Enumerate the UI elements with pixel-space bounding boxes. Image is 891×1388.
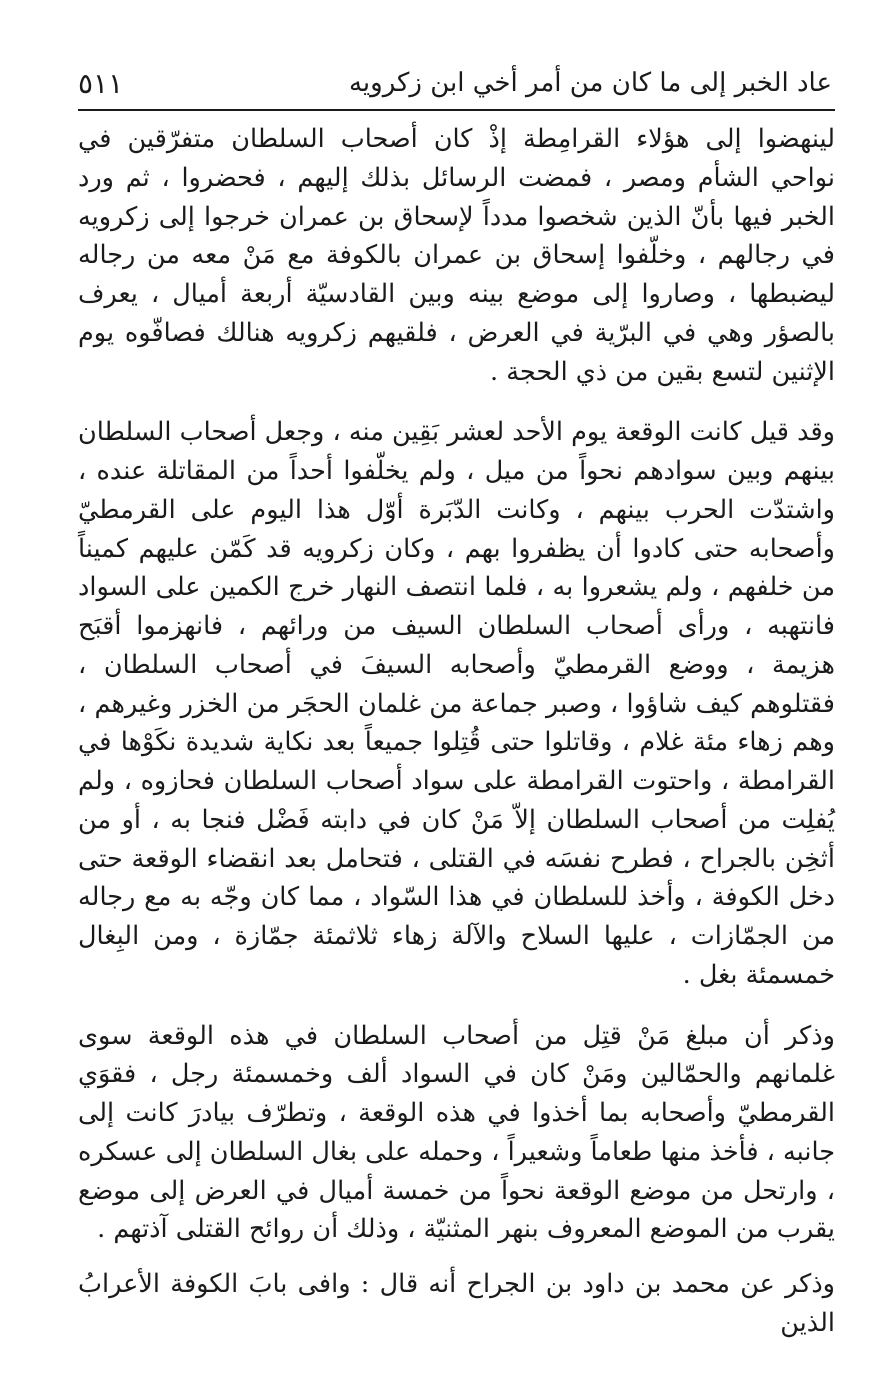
- paragraph-3: وذكر أن مبلغ مَنْ قتِل من أصحاب السلطان في هذه الوقعة سوى غلمانهم والحمّالين ومَنْ كان في السواد ألف وخمسمئة رجل ، فقوَي القرمطيّ وأصحابه بما أخذوا في هذه الوقعة ، وتطرّف بيادرَ كانت إلى جانبه ، فأخذ منها طعاماً وشعيراً ، وحمله على بغال السلطان إلى عسكره ، وارتحل من موضع الوقعة نحواً من خمسة أميال في العرض إلى موضع يقرب من الموضع المعروف بنهر المثنيّة ، وذلك أن روائح القتلى آذتهم .: [78, 1020, 835, 1245]
- header-divider: [78, 109, 835, 111]
- chapter-title: عاد الخبر إلى ما كان من أمر أخي ابن زكرويه: [348, 68, 832, 98]
- page-number: ٥١١: [78, 66, 124, 100]
- paragraph-4: وذكر عن محمد بن داود بن الجراح أنه قال : وافى بابَ الكوفة الأعرابُ الذين: [78, 1269, 835, 1338]
- paragraph-2: وقد قيل كانت الوقعة يوم الأحد لعشر بَقِين منه ، وجعل أصحاب السلطان بينهم وبين سوادهم نحواً من ميل ، ولم يخلّفوا أحداً من المقاتلة عنده ، واشتدّت الحرب بينهم ، وكانت الدّبَرة أوّل هذا اليوم على القرمطيّ وأصحابه حتى كادوا أن يظفروا بهم ، وكان زكرويه قد كَمّن عليهم كميناً من خلفهم ، ولم يشعروا به ، فلما انتصف النهار خرج الكمين على السواد فانتهبه ، ورأى أصحاب السلطان السيف من ورائهم ، فانهزموا أقبَح هزيمة ، ووضع القرمطيّ وأصحابه السيفَ في أصحاب السلطان ، فقتلوهم كيف شاؤوا ، وصبر جماعة من غلمان الحجَر من الخزر وغيرهم ، وهم زهاء مئة غلام ، وقاتلوا حتى قُتِلوا جميعاً بعد نكاية شديدة نكَوْها في القرامطة ، واحتوت القرامطة على سواد أصحاب السلطان فحازوه ، ولم يُفلِت من أصحاب السلطان إلاّ مَنْ كان في دابته فَضْل فنجا به ، أو من أثخِن بالجراح ، فطرح نفسَه في القتلى ، فتحامل بعد انقضاء الوقعة حتى دخل الكوفة ، وأخذ للسلطان في هذا السّواد ، مما كان وجّه به مع رجاله من الجمّازات ، عليها السلاح والآلة زهاء ثلاثمئة جمّازة ، ومن البِغال خمسمئة بغل .: [78, 417, 835, 990]
- main-text: [78, 120, 835, 1343]
- paragraph-1: لينهضوا إلى هؤلاء القرامِطة إذْ كان أصحاب السلطان متفرّقين في نواحي الشأم ومصر ، فمضت الرسائل بذلك إليهم ، فحضروا ، ثم ورد الخبر فيها بأنّ الذين شخصوا مدداً لإسحاق بن عمران خرجوا إلى زكرويه في رجالهم ، وخلّفوا إسحاق بن عمران بالكوفة مع مَنْ معه من رجاله ليضبطها ، وصاروا إلى موضع بينه وبين القادسيّة أربعة أميال ، يعرف بالصؤر وهي في البرّية في العرض ، فلقيهم زكرويه هنالك فصافّوه يوم الإثنين لتسع بقين من ذي الحجة .: [78, 124, 835, 387]
- running-header: [78, 62, 832, 104]
